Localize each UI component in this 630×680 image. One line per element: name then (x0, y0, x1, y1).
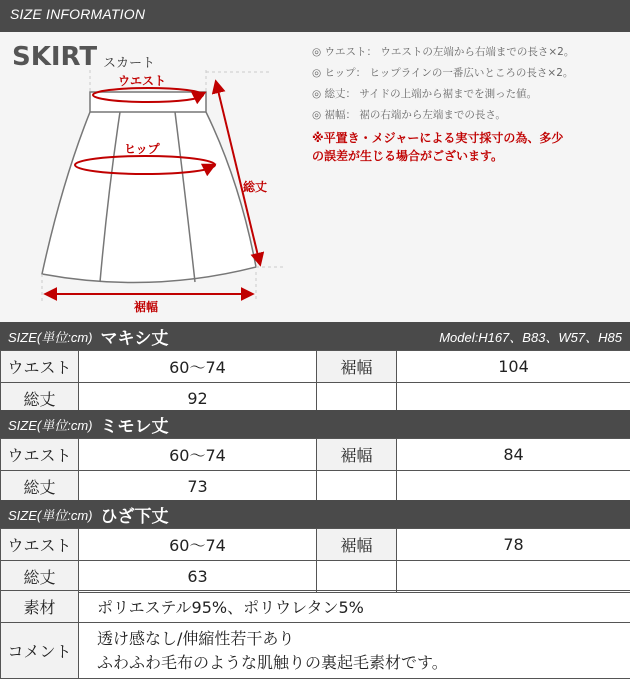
table-row (1, 351, 630, 383)
section-name: マキシ丈 (100, 328, 169, 349)
section-name: ひざ下丈 (100, 506, 169, 527)
note-length: ◎ 総丈： サイドの上端から裾までを測った値。 (312, 88, 538, 100)
note-hip: ◎ ヒップ： ヒップラインの一番広いところの長さ×2。 (312, 67, 574, 79)
hip-label: ヒップ (124, 142, 160, 156)
row-label: ウエスト (1, 351, 79, 383)
empty-cell (397, 471, 630, 503)
row-value: 92 (79, 383, 317, 415)
table-row (1, 623, 630, 679)
row-label: 裾幅 (317, 529, 397, 561)
row-value: 78 (397, 529, 630, 561)
comment-line-2: ふわふわ毛布のような肌触りの裏起毛素材です。 (97, 652, 448, 672)
table-row (1, 561, 630, 593)
empty-cell (397, 561, 630, 593)
row-label: ウエスト (1, 439, 79, 471)
skirt-outline (42, 92, 256, 283)
size-information-header (0, 0, 630, 32)
size-table-maxi (0, 350, 630, 415)
table-row (1, 529, 630, 561)
section-unit: SIZE(単位:cm) (8, 417, 93, 433)
table-row (1, 471, 630, 503)
measurement-notes (312, 42, 624, 165)
empty-cell (317, 561, 397, 593)
model-info: Model:H167、B83、W57、H85 (439, 329, 622, 345)
material-label: 素材 (1, 591, 79, 623)
section-unit: SIZE(単位:cm) (8, 507, 93, 523)
measurement-warning (312, 129, 624, 165)
size-table-knee (0, 528, 630, 593)
table-row (1, 439, 630, 471)
section-name: ミモレ丈 (100, 416, 169, 437)
row-label: 総丈 (1, 561, 79, 593)
row-value: 84 (397, 439, 630, 471)
comment-label: コメント (1, 623, 79, 679)
row-value: 60〜74 (79, 351, 317, 383)
empty-cell (317, 471, 397, 503)
row-value: 60〜74 (79, 529, 317, 561)
diagram-subtitle: スカート (103, 56, 156, 71)
table-row (1, 591, 630, 623)
section-header-mimore (0, 410, 630, 438)
row-label: ウエスト (1, 529, 79, 561)
row-value: 63 (79, 561, 317, 593)
skirt-diagram-panel (0, 32, 630, 322)
header-title: SIZE INFORMATION (10, 6, 146, 22)
row-label: 裾幅 (317, 439, 397, 471)
warning-line-1: ※平置き・メジャーによる実寸採寸の為、多少 (312, 131, 564, 145)
row-value: 73 (79, 471, 317, 503)
section-header-maxi (0, 322, 630, 350)
row-value: 104 (397, 351, 630, 383)
warning-line-2: の誤差が生じる場合がございます。 (312, 149, 504, 163)
row-label: 総丈 (1, 383, 79, 415)
row-label: 総丈 (1, 471, 79, 503)
row-value: 60〜74 (79, 439, 317, 471)
comment-line-1: 透け感なし/伸縮性若干あり (97, 628, 295, 648)
size-table-mimore (0, 438, 630, 503)
hem-label: 裾幅 (134, 300, 159, 314)
note-hem: ◎ 裾幅： 裾の右端から左端までの長さ。 (312, 109, 506, 121)
waist-label: ウエスト (118, 74, 167, 88)
section-unit: SIZE(単位:cm) (8, 329, 93, 345)
comment-value (79, 623, 630, 679)
material-value: ポリエステル95%、ポリウレタン5% (79, 591, 630, 623)
row-label: 裾幅 (317, 351, 397, 383)
section-header-knee (0, 500, 630, 528)
diagram-title: SKIRT (12, 42, 98, 72)
note-waist: ◎ ウエスト： ウエストの左端から右端までの長さ×2。 (312, 46, 575, 58)
product-info-table (0, 590, 630, 679)
length-label: 総丈 (243, 180, 268, 194)
